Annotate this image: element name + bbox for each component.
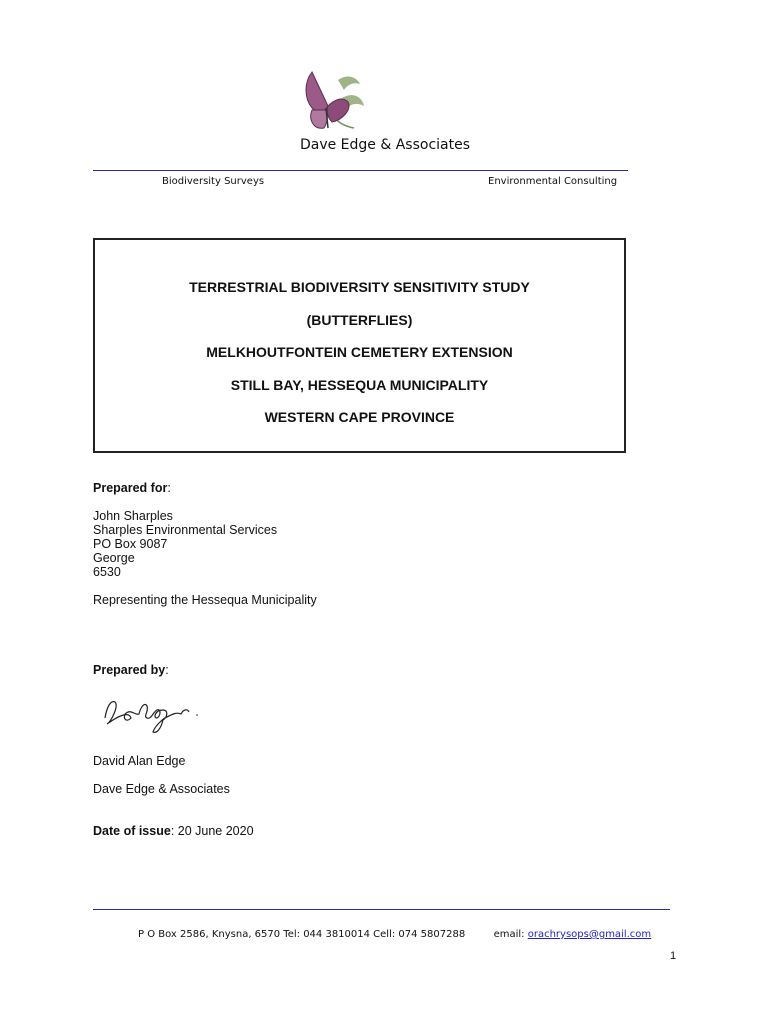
tagline-right: Environmental Consulting bbox=[488, 176, 618, 187]
recipient-pobox: PO Box 9087 bbox=[93, 537, 168, 551]
recipient-company: Sharples Environmental Services bbox=[93, 523, 278, 537]
title-line: (BUTTERFLIES) bbox=[306, 312, 413, 328]
title-line: WESTERN CAPE PROVINCE bbox=[264, 409, 455, 425]
prepared-for-label: Prepared for bbox=[93, 481, 168, 495]
representing-text: Representing the Hessequa Municipality bbox=[93, 593, 317, 607]
author-company: Dave Edge & Associates bbox=[93, 782, 230, 796]
tagline-left: Biodiversity Surveys bbox=[162, 176, 265, 187]
header-divider bbox=[93, 170, 628, 171]
author-name: David Alan Edge bbox=[93, 754, 186, 768]
butterfly-logo bbox=[298, 68, 368, 138]
title-box bbox=[93, 238, 626, 453]
signature-image bbox=[97, 688, 207, 738]
prepared-by-label: Prepared by bbox=[93, 663, 166, 677]
footer-divider bbox=[93, 909, 670, 910]
recipient-postcode: 6530 bbox=[93, 565, 121, 579]
prepared-by-heading bbox=[93, 663, 169, 677]
title-line: MELKHOUTFONTEIN CEMETERY EXTENSION bbox=[206, 344, 513, 360]
recipient-town: George bbox=[93, 551, 135, 565]
colon: : bbox=[165, 663, 169, 677]
email-label: email: bbox=[493, 929, 525, 940]
company-name: Dave Edge & Associates bbox=[299, 137, 471, 153]
butterfly-wing bbox=[311, 110, 328, 128]
leaf-shape bbox=[338, 77, 360, 90]
colon: : bbox=[167, 481, 171, 495]
date-of-issue-label: Date of issue bbox=[93, 824, 171, 838]
date-of-issue bbox=[93, 824, 254, 838]
recipient-name: John Sharples bbox=[93, 509, 173, 523]
footer bbox=[138, 929, 651, 940]
butterfly-wing bbox=[306, 72, 328, 112]
date-of-issue-value: : 20 June 2020 bbox=[170, 824, 254, 838]
email-link[interactable]: orachrysops@gmail.com bbox=[527, 929, 652, 940]
page-number: 1 bbox=[670, 950, 677, 962]
prepared-for-heading bbox=[93, 481, 171, 495]
title-line: TERRESTRIAL BIODIVERSITY SENSITIVITY STUDY bbox=[189, 279, 530, 295]
footer-address: P O Box 2586, Knysna, 6570 Tel: 044 3810014 Cell: 074 5807288 bbox=[138, 929, 466, 940]
butterfly-wing bbox=[327, 99, 349, 122]
title-line: STILL BAY, HESSEQUA MUNICIPALITY bbox=[230, 377, 489, 393]
